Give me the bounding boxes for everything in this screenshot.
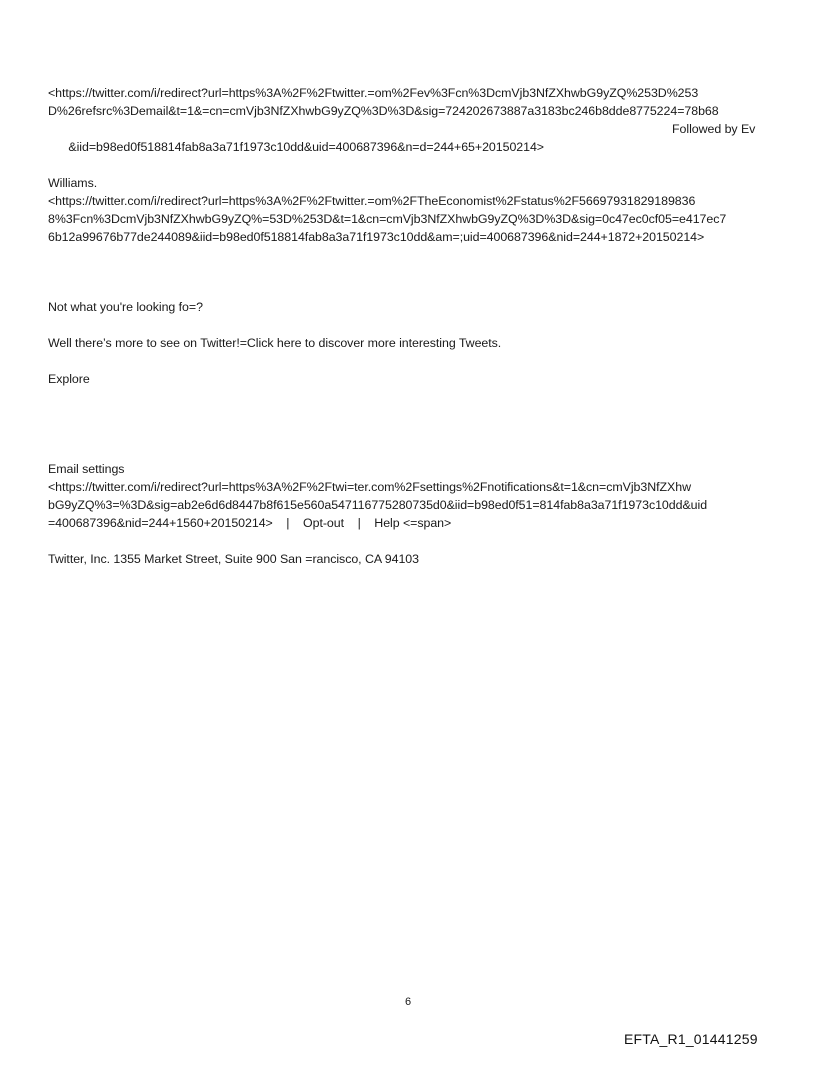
settings-url-line-1: <https://twitter.com/i/redirect?url=https%3A%2F%2Ftwi=ter.com%2Fsettings%2Fnotifications&t=1&cn=cmVjb3NfZXhw (48, 480, 691, 494)
more-to-see-link[interactable]: Well there’s more to see on Twitter!=Click here to discover more interesting Tweets. (48, 336, 502, 350)
page-number: 6 (404, 996, 412, 1008)
not-looking-text (48, 298, 774, 316)
explore-link[interactable]: Explore (48, 372, 90, 386)
document-id: EFTA_R1_01441259 (624, 1031, 758, 1047)
economist-url-line-3: 6b12a99676b77de244089&iid=b98ed0f518814fab8a3a71f1973c10dd&am=;uid=400687396&nid=244+1872+20150214> (48, 230, 705, 244)
not-looking-line: Not what you're looking fo=? (48, 300, 203, 314)
settings-url-line-3: =400687396&nid=244+1560+20150214> | Opt-out | Help <=span> (48, 516, 452, 530)
company-address (48, 550, 774, 568)
followed-by-label: Followed by Ev (672, 122, 756, 136)
economist-url-line-1: <https://twitter.com/i/redirect?url=https%3A%2F%2Ftwitter.=om%2FTheEconomist%2Fstatus%2F56697931829189836 (48, 194, 696, 208)
redirect-url-line-3-text: &iid=b98ed0f518814fab8a3a71f1973c10dd&uid=400687396&n=d=244+65+20150214> (68, 140, 544, 154)
redirect-url-line-3 (48, 120, 774, 174)
explore-text (48, 370, 774, 388)
company-address-line: Twitter, Inc. 1355 Market Street, Suite 900 San =rancisco, CA 94103 (48, 552, 419, 566)
settings-url-line-2: bG9yZQ%3=%3D&sig=ab2e6d6d8447b8f615e560a547116775280735d0&iid=b98ed0f51=814fab8a3a71f1973c10dd&uid (48, 498, 708, 512)
redirect-url-line-1: <https://twitter.com/i/redirect?url=https%3A%2F%2Ftwitter.=om%2Fev%3Fcn%3DcmVjb3NfZXhwbG9yZQ%253D%253 (48, 86, 699, 100)
redirect-url-line-2: D%26refsrc%3Demail&t=1&=cn=cmVjb3NfZXhwbG9yZQ%3D%3D&sig=724202673887a3183bc246b8dde8775224=78b68 (48, 104, 719, 118)
redirect-url-block (48, 84, 774, 246)
email-settings-title[interactable]: Email settings (48, 462, 125, 476)
economist-url-line-2: 8%3Fcn%3DcmVjb3NfZXhwbG9yZQ%=53D%253D&t=1&cn=cmVjb3NfZXhwbG9yZQ%3D%3D&sig=0c47ec0cf05=e417ec7 (48, 212, 727, 226)
more-to-see-text (48, 334, 774, 352)
followed-by-name: Williams. (48, 176, 98, 190)
email-settings-block (48, 460, 774, 532)
